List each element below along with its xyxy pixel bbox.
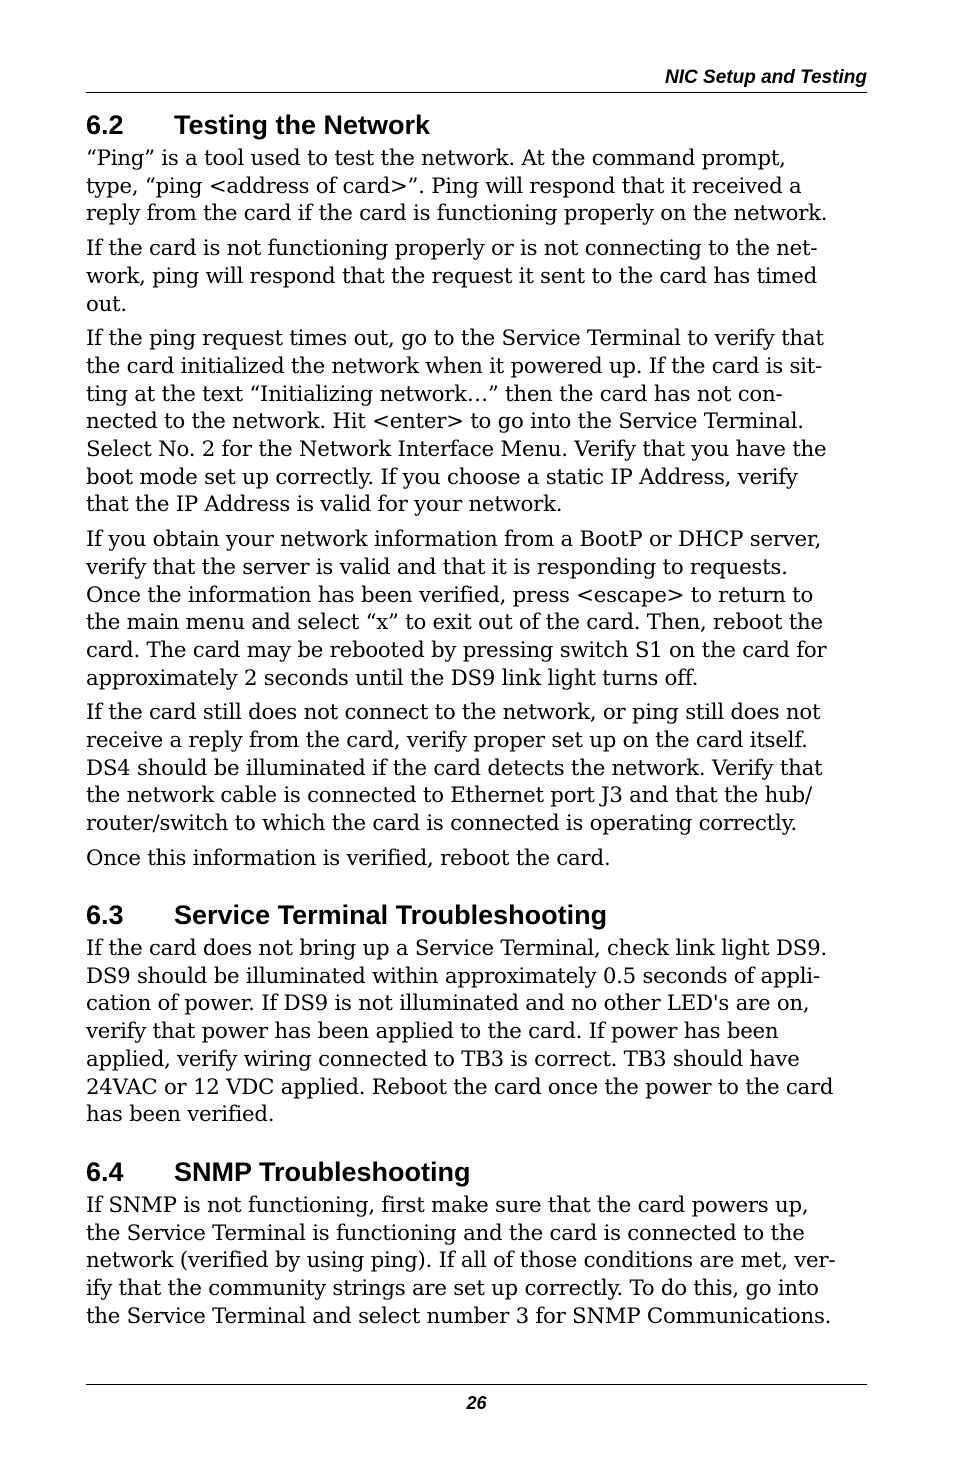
text-line: the main menu and select “x” to exit out of the card. Then, reboot the	[86, 610, 823, 636]
section-heading	[86, 108, 867, 142]
page-number: 26	[466, 1393, 487, 1413]
section-6-4	[86, 1155, 867, 1338]
text-line: applied, verify wiring connected to TB3 is correct. TB3 should have	[86, 1046, 800, 1072]
section-number: 6.3	[86, 900, 124, 930]
section-heading	[86, 898, 867, 932]
paragraph	[86, 699, 867, 838]
footer-rule	[86, 1384, 867, 1385]
text-line: Once the information has been verified, press <escape> to return to	[86, 582, 814, 608]
text-line: type, “ping <address of card>”. Ping will respond that it received a	[86, 173, 802, 199]
text-line: reply from the card if the card is functioning properly on the network.	[86, 201, 828, 227]
text-line: router/switch to which the card is connected is operating correctly.	[86, 811, 798, 837]
paragraph	[86, 235, 867, 318]
section-6-3	[86, 898, 867, 1136]
text-line: If the card is not functioning properly or is not connecting to the net-	[86, 236, 818, 262]
text-line: DS9 should be illuminated within approximately 0.5 seconds of appli-	[86, 963, 820, 989]
paragraph	[86, 145, 867, 228]
paragraph	[86, 1192, 867, 1331]
text-line: cation of power. If DS9 is not illuminated and no other LED's are on,	[86, 991, 810, 1017]
text-line: out.	[86, 291, 127, 317]
header-rule	[86, 92, 867, 93]
section-title: Service Terminal Troubleshooting	[174, 900, 608, 930]
text-line: If you obtain your network information from a BootP or DHCP server,	[86, 527, 821, 553]
text-line: If the card still does not connect to the network, or ping still does not	[86, 700, 821, 726]
text-line: work, ping will respond that the request it sent to the card has timed	[86, 263, 818, 289]
paragraph	[86, 325, 867, 519]
text-line: boot mode set up correctly. If you choose a static IP Address, verify	[86, 464, 798, 490]
text-line: DS4 should be illuminated if the card detects the network. Verify that	[86, 755, 823, 781]
text-line: verify that power has been applied to the card. If power has been	[86, 1019, 779, 1045]
text-line: “Ping” is a tool used to test the network. At the command prompt,	[86, 146, 786, 171]
text-line: the network cable is connected to Ethernet port J3 and that the hub/	[86, 783, 812, 809]
text-line: approximately 2 seconds until the DS9 link light turns off.	[86, 665, 699, 691]
running-header: NIC Setup and Testing	[665, 67, 867, 88]
paragraph	[86, 935, 867, 1129]
text-line: 24VAC or 12 VDC applied. Reboot the card once the power to the card	[86, 1074, 834, 1100]
text-line: ify that the community strings are set up correctly. To do this, go into	[86, 1276, 819, 1302]
text-line: verify that the server is valid and that it is responding to requests.	[86, 554, 788, 580]
text-line: the Service Terminal is functioning and the card is connected to the	[86, 1220, 805, 1246]
text-line: If the ping request times out, go to the Service Terminal to verify that	[86, 326, 824, 352]
text-line: Once this information is verified, reboot the card.	[86, 845, 611, 871]
section-number: 6.2	[86, 110, 124, 140]
text-line: card. The card may be rebooted by pressing switch S1 on the card for	[86, 637, 827, 663]
text-line: nected to the network. Hit <enter> to go into the Service Terminal.	[86, 409, 804, 435]
section-title: Testing the Network	[174, 110, 431, 140]
section-title: SNMP Troubleshooting	[174, 1157, 471, 1187]
section-number: 6.4	[86, 1157, 124, 1187]
text-line: the card initialized the network when it powered up. If the card is sit-	[86, 353, 823, 379]
text-line: the Service Terminal and select number 3 for SNMP Communications.	[86, 1303, 832, 1329]
text-line: If the card does not bring up a Service Terminal, check link light DS9.	[86, 936, 827, 961]
text-line: has been verified.	[86, 1102, 275, 1128]
section-6-2	[86, 108, 867, 880]
paragraph	[86, 526, 867, 692]
section-heading	[86, 1155, 867, 1189]
text-line: Select No. 2 for the Network Interface Menu. Verify that you have the	[86, 437, 827, 463]
text-line: that the IP Address is valid for your network.	[86, 492, 563, 518]
paragraph	[86, 845, 867, 873]
text-line: If SNMP is not functioning, first make sure that the card powers up,	[86, 1193, 809, 1218]
text-line: ting at the text “Initializing network…” then the card has not con-	[86, 381, 783, 407]
text-line: network (verified by using ping). If all of those conditions are met, ver-	[86, 1248, 836, 1274]
text-line: receive a reply from the card, verify proper set up on the card itself.	[86, 728, 808, 754]
